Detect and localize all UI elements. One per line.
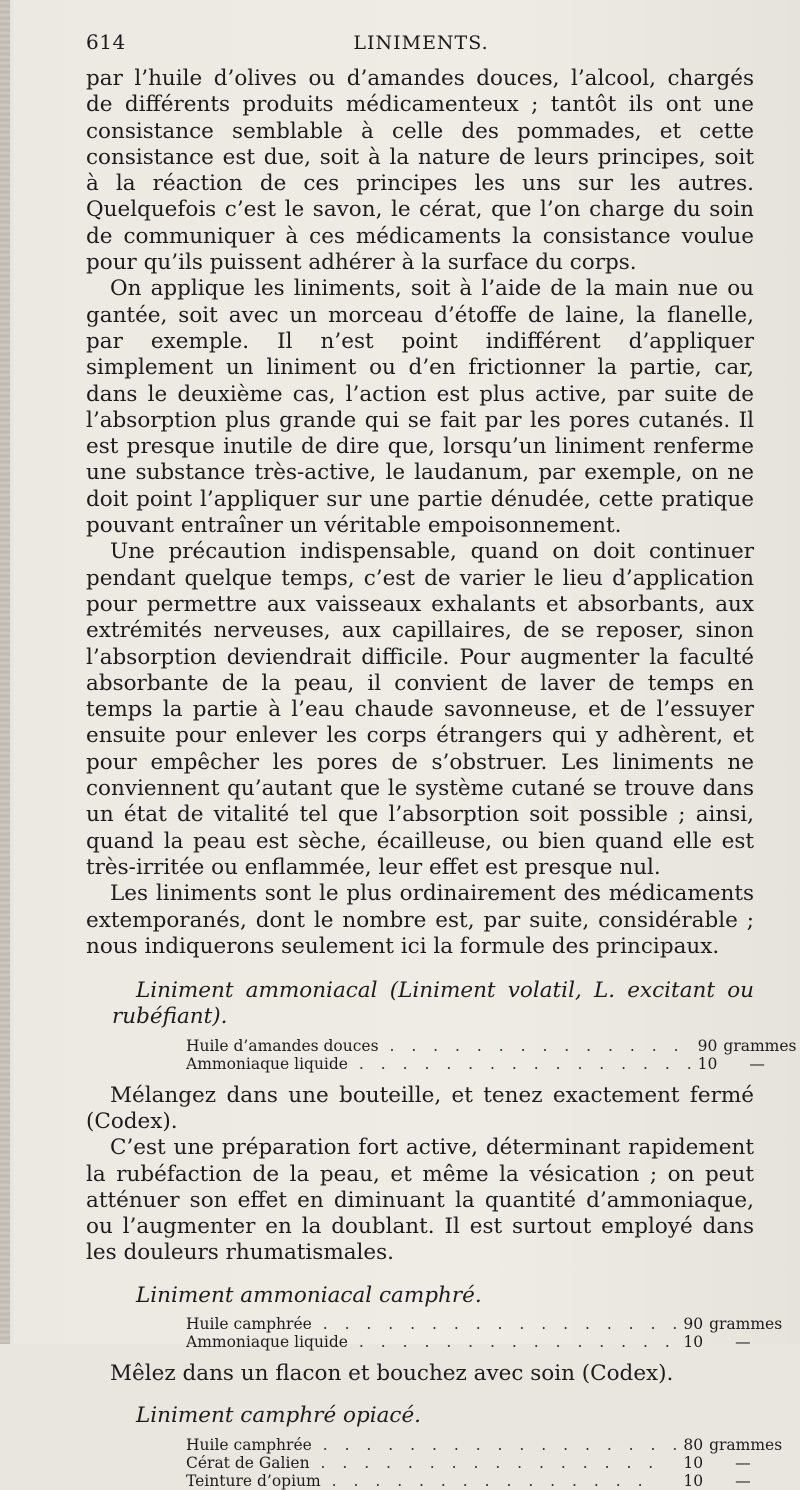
ingredient-name: Ammoniaque liquide <box>186 1333 348 1352</box>
ingredient-row: Huile camphrée . . . . . . . . . . . . . . . . . 80 grammes <box>186 1435 783 1454</box>
recipe-instruction: Mélangez dans une bouteille, et tenez exactement fermé (Codex). <box>86 1082 754 1134</box>
ingredient-qty: 10 <box>683 1471 704 1490</box>
ingredient-qty: 90 <box>697 1036 718 1055</box>
paragraph: Les liniments sont le plus ordinairement des médicaments extemporanés, dont le nombre est, par suite, considérable ; nous indiquerons seulement ici la formule des principaux. <box>86 881 754 959</box>
recipe-title: Liniment ammoniacal camphré. <box>136 1282 482 1308</box>
ingredient-row: Huile camphrée . . . . . . . . . . . . . . . . . 90 grammes <box>186 1315 783 1334</box>
ingredient-unit: grammes <box>709 1435 783 1454</box>
ingredient-unit: — <box>735 1471 751 1490</box>
paragraph: Une précaution indispensable, quand on doit continuer pendant quelque temps, c’est de varier le lieu d’application pour permettre aux vaisseaux exhalants et absorbants, aux extrémités nerveuses, aux capillaires, de se reposer, sinon l’absorption deviendrait difficile. Pour augmenter la faculté absorbante de la peau, il convient de laver de temps en temps la partie à l’eau chaude savonneuse, et de l’essuyer ensuite pour enlever les corps étrangers qui y adhèrent, et pour empêcher les pores de s’obstruer. Les liniments ne conviennent qu’autant que le système cutané se trouve dans un état de vitalité tel que l’absorption soit possible ; ainsi, quand la peau est sèche, écailleuse, ou bien quand elle est très-irritée ou enflammée, leur effet est presque nul. <box>86 539 754 880</box>
ingredient-unit: — <box>749 1054 765 1073</box>
paragraph: On applique les liniments, soit à l’aide de la main nue ou gantée, soit avec un morceau d’étoffe de laine, la flanelle, par exemple. Il n’est point indifférent d’appliquer simplement un liniment ou d’en frictionner la partie, car, dans le deuxième cas, l’action est plus active, par suite de l’absorption plus grande qui se fait par les pores cutanés. Il est presque inutile de dire que, lorsqu’un liniment renferme une substance très-active, le laudanum, par exemple, on ne doit point l’appliquer sur une partie dénudée, cette pratique pouvant entraîner un véritable empoisonnement. <box>86 276 754 539</box>
ingredient-unit: grammes <box>709 1315 783 1334</box>
running-head: LINIMENTS. <box>353 32 489 54</box>
ingredient-qty: 10 <box>683 1333 704 1352</box>
ingredient-table <box>186 1436 782 1490</box>
ingredient-name: Cérat de Galien <box>186 1453 310 1472</box>
ingredient-unit: — <box>735 1333 751 1352</box>
ingredient-qty: 80 <box>683 1435 704 1454</box>
ingredient-name: Ammoniaque liquide <box>186 1054 348 1073</box>
ingredient-row: Ammoniaque liquide . . . . . . . . . . . . . . . . 10 — <box>186 1055 797 1073</box>
paragraph: par l’huile d’olives ou d’amandes douces, l’alcool, chargés de différents produits médicamenteux ; tantôt ils ont une consistance semblable à celle des pommades, et cette consistance est due, soit à la nature de leurs principes, soit à la réaction de ces principes les uns sur les autres. Quelquefois c’est le savon, le cérat, que l’on charge du soin de communiquer à ces médicaments la consistance voulue pour qu’ils puissent adhérer à la surface du corps. <box>86 66 754 276</box>
ingredient-name: Huile camphrée <box>186 1435 312 1454</box>
ingredient-row: Cérat de Galien . . . . . . . . . . . . . . . . 10 — <box>186 1454 782 1472</box>
page-gutter <box>0 0 10 1344</box>
ingredient-table <box>186 1037 797 1073</box>
body-text <box>86 66 797 1490</box>
ingredient-name: Huile camphrée <box>186 1315 312 1334</box>
ingredient-name: Huile d’amandes douces <box>186 1036 379 1055</box>
ingredient-table <box>186 1315 782 1351</box>
ingredient-row: Huile d’amandes douces . . . . . . . . . . . . . . 90 grammes <box>186 1036 797 1055</box>
recipe-title: Liniment camphré opiacé. <box>136 1403 422 1429</box>
ingredient-row: Ammoniaque liquide . . . . . . . . . . . . . . . 10 — <box>186 1333 782 1351</box>
ingredient-qty: 10 <box>697 1054 718 1073</box>
ingredient-unit: grammes <box>723 1036 797 1055</box>
ingredient-unit: — <box>735 1453 751 1472</box>
recipe-instruction: Mêlez dans un flacon et bouchez avec soin (Codex). <box>110 1361 674 1387</box>
recipe-note: C’est une préparation fort active, déterminant rapidement la rubéfaction de la peau, et même la vésication ; on peut atténuer son effet en diminuant la quantité d’ammoniaque, ou l’augmenter en la doublant. Il est surtout employé dans les douleurs rhumatismales. <box>86 1135 754 1266</box>
ingredient-name: Teinture d’opium <box>186 1471 321 1490</box>
page-header <box>86 30 756 60</box>
recipe-title: Liniment ammoniacal (Liniment volatil, L. excitant ou rubéfiant). <box>112 978 754 1030</box>
ingredient-qty: 10 <box>683 1453 704 1472</box>
ingredient-qty: 90 <box>683 1315 704 1334</box>
ingredient-row: Teinture d’opium . . . . . . . . . . . . . . . 10 — <box>186 1472 782 1490</box>
page-number: 614 <box>86 30 126 54</box>
